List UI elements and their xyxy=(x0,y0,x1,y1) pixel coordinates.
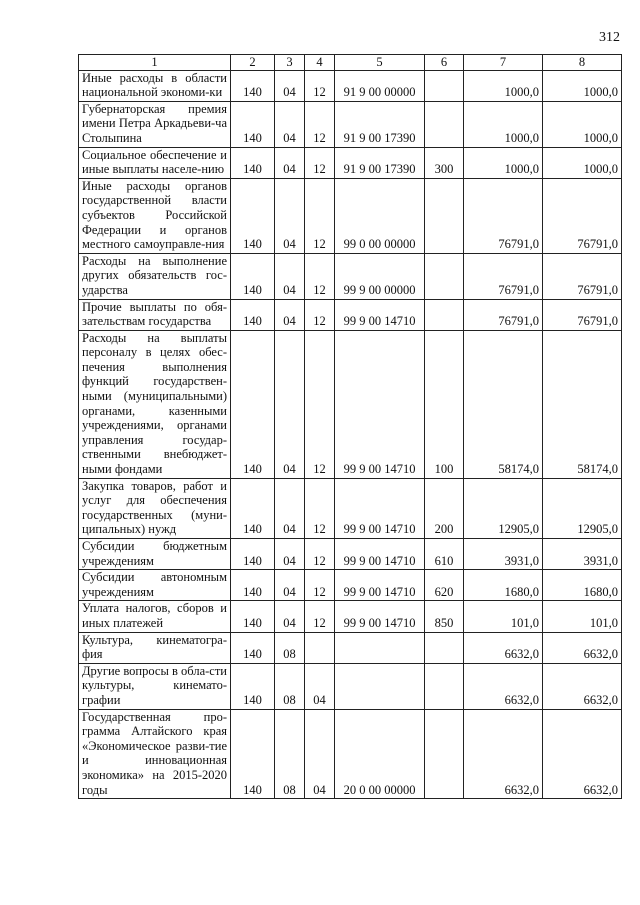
table-row xyxy=(79,632,622,663)
subsection-code-cell: 12 xyxy=(305,601,335,632)
amount-year2-cell: 6632,0 xyxy=(543,632,622,663)
expense-name-cell: Иные расходы в области национальной экономи-ки xyxy=(79,70,231,101)
amount-year2-cell: 76791,0 xyxy=(543,299,622,330)
section-code-cell: 04 xyxy=(275,253,305,299)
table-row xyxy=(79,539,622,570)
admin-code-cell: 140 xyxy=(231,330,275,478)
subsection-code-cell: 12 xyxy=(305,330,335,478)
target-article-cell: 20 0 00 00000 xyxy=(335,709,425,799)
expense-name-cell: Расходы на выплаты персоналу в целях обес-печения выполнения функций государствен-ными (муниципальными) органами, казенными учреждениями, органами управления государ-ственными внебюджет-ными фондами xyxy=(79,330,231,478)
target-article-cell xyxy=(335,663,425,709)
amount-year1-cell: 76791,0 xyxy=(464,253,543,299)
section-code-cell: 04 xyxy=(275,101,305,147)
subsection-code-cell: 12 xyxy=(305,147,335,178)
admin-code-cell: 140 xyxy=(231,663,275,709)
section-code-cell: 08 xyxy=(275,663,305,709)
expense-name-cell: Закупка товаров, работ и услуг для обеспечения государственных (муни-ципальных) нужд xyxy=(79,478,231,538)
subsection-code-cell: 12 xyxy=(305,253,335,299)
expense-name-cell: Субсидии автономным учреждениям xyxy=(79,570,231,601)
target-article-cell: 99 9 00 14710 xyxy=(335,570,425,601)
section-code-cell: 04 xyxy=(275,330,305,478)
admin-code-cell: 140 xyxy=(231,539,275,570)
admin-code-cell: 140 xyxy=(231,178,275,253)
expense-type-cell: 300 xyxy=(425,147,464,178)
amount-year2-cell: 6632,0 xyxy=(543,663,622,709)
target-article-cell: 91 9 00 00000 xyxy=(335,70,425,101)
target-article-cell: 91 9 00 17390 xyxy=(335,101,425,147)
amount-year2-cell: 1000,0 xyxy=(543,70,622,101)
subsection-code-cell: 12 xyxy=(305,478,335,538)
admin-code-cell: 140 xyxy=(231,570,275,601)
section-code-cell: 04 xyxy=(275,70,305,101)
col-header-5: 5 xyxy=(335,55,425,71)
amount-year1-cell: 101,0 xyxy=(464,601,543,632)
col-header-2: 2 xyxy=(231,55,275,71)
target-article-cell: 99 9 00 14710 xyxy=(335,539,425,570)
amount-year1-cell: 1000,0 xyxy=(464,70,543,101)
amount-year2-cell: 1680,0 xyxy=(543,570,622,601)
col-header-8: 8 xyxy=(543,55,622,71)
section-code-cell: 08 xyxy=(275,709,305,799)
amount-year2-cell: 58174,0 xyxy=(543,330,622,478)
subsection-code-cell: 12 xyxy=(305,570,335,601)
expense-name-cell: Расходы на выполнение других обязательств гос-ударства xyxy=(79,253,231,299)
expense-type-cell xyxy=(425,299,464,330)
admin-code-cell: 140 xyxy=(231,709,275,799)
table-row xyxy=(79,709,622,799)
target-article-cell: 99 9 00 14710 xyxy=(335,601,425,632)
expense-type-cell xyxy=(425,101,464,147)
amount-year1-cell: 1000,0 xyxy=(464,101,543,147)
expense-type-cell xyxy=(425,253,464,299)
expense-name-cell: Культура, кинематогра-фия xyxy=(79,632,231,663)
expense-name-cell: Субсидии бюджетным учреждениям xyxy=(79,539,231,570)
admin-code-cell: 140 xyxy=(231,253,275,299)
amount-year1-cell: 6632,0 xyxy=(464,663,543,709)
section-code-cell: 04 xyxy=(275,478,305,538)
col-header-6: 6 xyxy=(425,55,464,71)
amount-year1-cell: 76791,0 xyxy=(464,299,543,330)
section-code-cell: 04 xyxy=(275,147,305,178)
target-article-cell: 99 9 00 00000 xyxy=(335,253,425,299)
expense-type-cell xyxy=(425,178,464,253)
admin-code-cell: 140 xyxy=(231,147,275,178)
table-row xyxy=(79,330,622,478)
amount-year1-cell: 12905,0 xyxy=(464,478,543,538)
col-header-3: 3 xyxy=(275,55,305,71)
subsection-code-cell xyxy=(305,632,335,663)
amount-year1-cell: 6632,0 xyxy=(464,709,543,799)
amount-year2-cell: 12905,0 xyxy=(543,478,622,538)
table-row xyxy=(79,570,622,601)
page-number: 312 xyxy=(599,30,620,45)
table-row xyxy=(79,299,622,330)
expense-type-cell: 850 xyxy=(425,601,464,632)
table-row xyxy=(79,601,622,632)
section-code-cell: 04 xyxy=(275,570,305,601)
expense-type-cell: 100 xyxy=(425,330,464,478)
subsection-code-cell: 04 xyxy=(305,709,335,799)
budget-table xyxy=(78,54,622,799)
table-row xyxy=(79,147,622,178)
expense-name-cell: Социальное обеспечение и иные выплаты населе-нию xyxy=(79,147,231,178)
amount-year2-cell: 76791,0 xyxy=(543,178,622,253)
subsection-code-cell: 12 xyxy=(305,101,335,147)
amount-year1-cell: 76791,0 xyxy=(464,178,543,253)
expense-name-cell: Уплата налогов, сборов и иных платежей xyxy=(79,601,231,632)
target-article-cell: 99 0 00 00000 xyxy=(335,178,425,253)
section-code-cell: 04 xyxy=(275,539,305,570)
expense-name-cell: Иные расходы органов государственной власти субъектов Российской Федерации и органов местного самоуправле-ния xyxy=(79,178,231,253)
target-article-cell xyxy=(335,632,425,663)
amount-year2-cell: 1000,0 xyxy=(543,147,622,178)
expense-name-cell: Государственная про-грамма Алтайского края «Экономическое разви-тие и инновационная экономика» на 2015-2020 годы xyxy=(79,709,231,799)
section-code-cell: 04 xyxy=(275,178,305,253)
table-row xyxy=(79,178,622,253)
amount-year1-cell: 1000,0 xyxy=(464,147,543,178)
admin-code-cell: 140 xyxy=(231,478,275,538)
expense-type-cell xyxy=(425,632,464,663)
admin-code-cell: 140 xyxy=(231,632,275,663)
admin-code-cell: 140 xyxy=(231,70,275,101)
amount-year2-cell: 3931,0 xyxy=(543,539,622,570)
admin-code-cell: 140 xyxy=(231,299,275,330)
expense-name-cell: Губернаторская премия имени Петра Аркадьеви-ча Столыпина xyxy=(79,101,231,147)
section-code-cell: 04 xyxy=(275,299,305,330)
table-row xyxy=(79,663,622,709)
col-header-1: 1 xyxy=(79,55,231,71)
table-header-row xyxy=(79,55,622,71)
amount-year2-cell: 76791,0 xyxy=(543,253,622,299)
subsection-code-cell: 04 xyxy=(305,663,335,709)
section-code-cell: 08 xyxy=(275,632,305,663)
expense-name-cell: Другие вопросы в обла-сти культуры, кинемато-графии xyxy=(79,663,231,709)
section-code-cell: 04 xyxy=(275,601,305,632)
target-article-cell: 99 9 00 14710 xyxy=(335,330,425,478)
table-row xyxy=(79,101,622,147)
admin-code-cell: 140 xyxy=(231,601,275,632)
amount-year1-cell: 1680,0 xyxy=(464,570,543,601)
expense-type-cell xyxy=(425,70,464,101)
col-header-4: 4 xyxy=(305,55,335,71)
expense-type-cell: 620 xyxy=(425,570,464,601)
target-article-cell: 91 9 00 17390 xyxy=(335,147,425,178)
amount-year1-cell: 6632,0 xyxy=(464,632,543,663)
subsection-code-cell: 12 xyxy=(305,539,335,570)
expense-type-cell xyxy=(425,709,464,799)
admin-code-cell: 140 xyxy=(231,101,275,147)
amount-year2-cell: 6632,0 xyxy=(543,709,622,799)
subsection-code-cell: 12 xyxy=(305,299,335,330)
subsection-code-cell: 12 xyxy=(305,178,335,253)
expense-name-cell: Прочие выплаты по обя-зательствам государства xyxy=(79,299,231,330)
table-row xyxy=(79,253,622,299)
amount-year1-cell: 58174,0 xyxy=(464,330,543,478)
subsection-code-cell: 12 xyxy=(305,70,335,101)
amount-year1-cell: 3931,0 xyxy=(464,539,543,570)
expense-type-cell: 200 xyxy=(425,478,464,538)
col-header-7: 7 xyxy=(464,55,543,71)
amount-year2-cell: 1000,0 xyxy=(543,101,622,147)
amount-year2-cell: 101,0 xyxy=(543,601,622,632)
target-article-cell: 99 9 00 14710 xyxy=(335,478,425,538)
expense-type-cell xyxy=(425,663,464,709)
table-row xyxy=(79,70,622,101)
expense-type-cell: 610 xyxy=(425,539,464,570)
target-article-cell: 99 9 00 14710 xyxy=(335,299,425,330)
table-row xyxy=(79,478,622,538)
